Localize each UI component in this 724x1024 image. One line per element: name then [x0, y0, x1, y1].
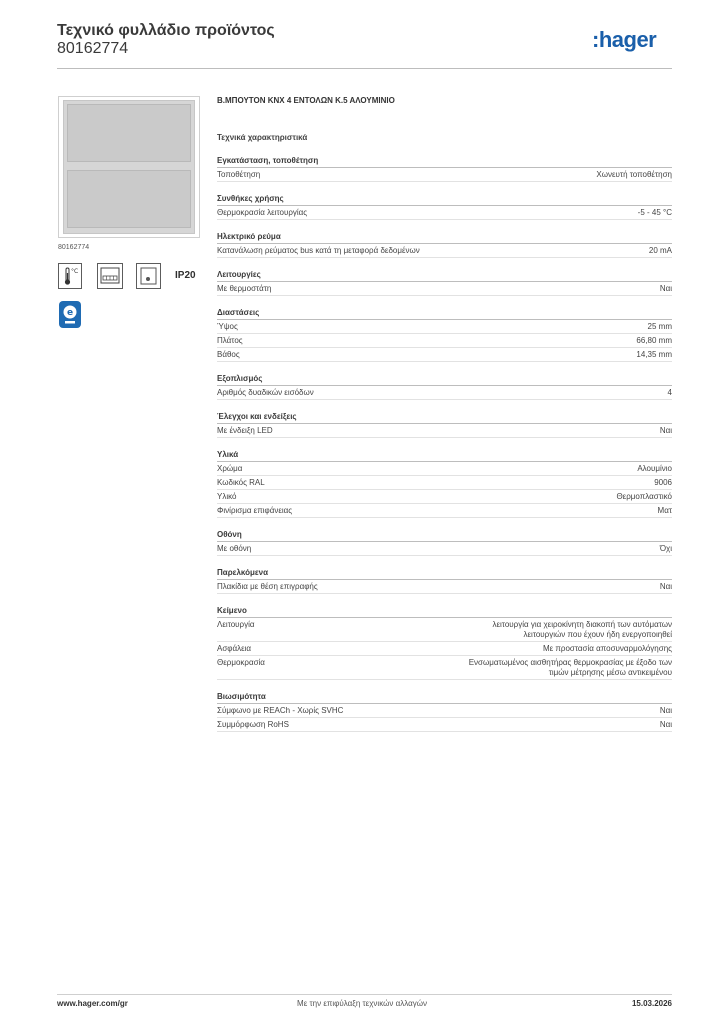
energy-label-glyph — [59, 301, 81, 328]
spec-row — [217, 386, 672, 400]
product-frame — [63, 100, 195, 234]
spec-row — [217, 424, 672, 438]
spec-section-title: Εξοπλισμός — [217, 373, 672, 386]
spec-section — [217, 231, 672, 258]
svg-text:°C: °C — [71, 268, 79, 275]
spec-section — [217, 411, 672, 438]
temperature-icon — [58, 263, 82, 289]
spec-value: Θερμοπλαστικό — [616, 492, 672, 501]
spec-value: Ναι — [659, 582, 672, 591]
spec-label: Ύψος — [217, 322, 238, 331]
spec-label: Κωδικός RAL — [217, 478, 265, 487]
spec-section-title: Υλικά — [217, 449, 672, 462]
spec-label: Τοποθέτηση — [217, 170, 261, 179]
spec-section-title: Παρελκόμενα — [217, 567, 672, 580]
spec-row — [217, 704, 672, 718]
spec-value: Ναι — [659, 706, 672, 715]
keypad-icon — [97, 263, 123, 289]
keypad-glyph — [98, 264, 122, 288]
document-title: Τεχνικό φυλλάδιο προϊόντος — [57, 22, 275, 39]
spec-section — [217, 193, 672, 220]
spec-section-title: Έλεγχοι και ενδείξεις — [217, 411, 672, 424]
spec-row — [217, 542, 672, 556]
spec-section-title: Οθόνη — [217, 529, 672, 542]
spec-value: 4 — [667, 388, 672, 397]
footer-date: 15.03.2026 — [631, 999, 672, 1008]
spec-section — [217, 155, 672, 182]
spec-label: Υλικό — [217, 492, 237, 501]
spec-section — [217, 373, 672, 400]
spec-row — [217, 490, 672, 504]
spec-value: Ναι — [659, 426, 672, 435]
spec-row — [217, 504, 672, 518]
spec-section-title: Συνθήκες χρήσης — [217, 193, 672, 206]
spec-label: Φινίρισμα επιφάνειας — [217, 506, 293, 515]
product-key-lower — [67, 170, 191, 228]
spec-row — [217, 334, 672, 348]
spec-label: Σύμφωνο με REACh - Χωρίς SVHC — [217, 706, 344, 715]
spec-row — [217, 642, 672, 656]
spec-value: 25 mm — [647, 322, 672, 331]
spec-section-title: Βιωσιμότητα — [217, 691, 672, 704]
spec-row — [217, 656, 672, 680]
ip-rating-badge: IP20 — [175, 270, 196, 281]
spec-section — [217, 529, 672, 556]
spec-section-title: Λειτουργίες — [217, 269, 672, 282]
spec-label: Θερμοκρασία λειτουργίας — [217, 208, 308, 217]
spec-label: Συμμόρφωση RoHS — [217, 720, 289, 729]
spec-row — [217, 244, 672, 258]
spec-section-title: Ηλεκτρικό ρεύμα — [217, 231, 672, 244]
spec-value: Ναι — [659, 284, 672, 293]
spec-sections — [217, 155, 672, 732]
spec-value: λειτουργία για χειροκίνητη διακοπή των αυτόματων λειτουργιών που έχουν ήδη ενεργοποιηθεί — [492, 620, 672, 639]
spec-label: Με οθόνη — [217, 544, 252, 553]
temperature-glyph — [59, 264, 81, 288]
spec-section-title: Κείμενο — [217, 605, 672, 618]
spec-row — [217, 206, 672, 220]
spec-label: Πλάτος — [217, 336, 243, 345]
spec-label: Χρώμα — [217, 464, 243, 473]
footer-divider — [57, 994, 672, 995]
spec-label: Κατανάλωση ρεύματος bus κατά τη μεταφορά δεδομένων — [217, 246, 420, 255]
spec-label: Βάθος — [217, 350, 240, 359]
spec-section — [217, 307, 672, 362]
header-divider — [57, 68, 672, 69]
spec-value: 20 mA — [648, 246, 672, 255]
spec-section — [217, 605, 672, 680]
spec-value: Ματ — [657, 506, 672, 515]
spec-label: Με θερμοστάτη — [217, 284, 272, 293]
spec-value: Αλουμίνιο — [637, 464, 672, 473]
spec-value: 66,80 mm — [636, 336, 672, 345]
product-name: Β.ΜΠΟΥΤΟΝ KNX 4 ΕΝΤΟΛΩΝ Κ.5 ΑΛΟΥΜΙΝΙΟ — [217, 96, 395, 105]
product-code: 80162774 — [57, 40, 129, 57]
product-image-code: 80162774 — [58, 244, 90, 251]
spec-row — [217, 168, 672, 182]
spec-section — [217, 691, 672, 732]
spec-label: Ασφάλεια — [217, 644, 252, 653]
energy-label-icon — [59, 301, 81, 328]
footer-note: Με την επιφύλαξη τεχνικών αλλαγών — [297, 999, 427, 1008]
spec-section — [217, 449, 672, 518]
spec-value: Ενσωματωμένος αισθητήρας θερμοκρασίας με έξοδο των τιμών μέτρησης μέσω αντικειμένου — [468, 658, 672, 677]
spec-row — [217, 718, 672, 732]
device-icon — [136, 263, 161, 289]
spec-label: Λειτουργία — [217, 620, 255, 629]
spec-section — [217, 269, 672, 296]
hager-logo: :hager — [592, 27, 657, 52]
spec-row — [217, 320, 672, 334]
spec-value: Ναι — [659, 720, 672, 729]
spec-row — [217, 476, 672, 490]
energy-label-letter: e — [66, 308, 74, 318]
spec-value: 14,35 mm — [636, 350, 672, 359]
spec-label: Πλακίδια με θέση επιγραφής — [217, 582, 318, 591]
specs-heading: Τεχνικά χαρακτηριστικά — [217, 133, 308, 142]
footer-website-link[interactable]: www.hager.com/gr — [57, 999, 128, 1008]
spec-row — [217, 348, 672, 362]
spec-sheet — [217, 94, 672, 732]
product-image — [58, 96, 200, 238]
spec-value: -5 - 45 °C — [637, 208, 672, 217]
spec-section — [217, 567, 672, 594]
spec-value: Με προστασία αποσυναρμολόγησης — [542, 644, 672, 653]
spec-section-title: Εγκατάσταση, τοποθέτηση — [217, 155, 672, 168]
spec-value: 9006 — [654, 478, 672, 487]
product-key-upper — [67, 104, 191, 162]
device-glyph — [137, 264, 160, 288]
spec-label: Με ένδειξη LED — [217, 426, 273, 435]
spec-row — [217, 618, 672, 642]
spec-label: Αριθμός δυαδικών εισόδων — [217, 388, 314, 397]
spec-row — [217, 462, 672, 476]
spec-value: Όχι — [659, 544, 672, 553]
spec-section-title: Διαστάσεις — [217, 307, 672, 320]
spec-row — [217, 580, 672, 594]
spec-label: Θερμοκρασία — [217, 658, 265, 667]
spec-row — [217, 282, 672, 296]
spec-value: Χωνευτή τοποθέτηση — [596, 170, 672, 179]
